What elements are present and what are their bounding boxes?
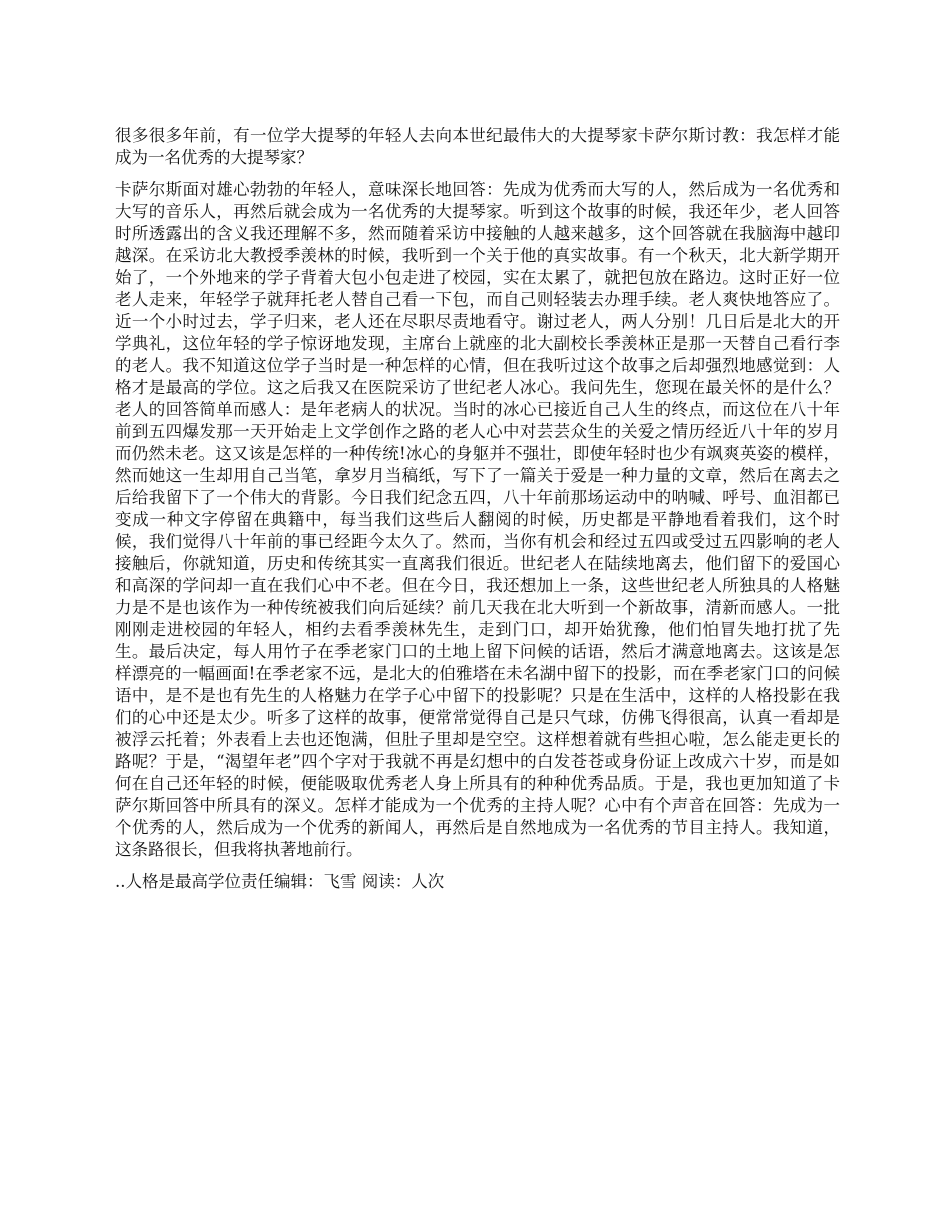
document-page xyxy=(115,125,840,893)
article-footer: ..人格是最高学位责任编辑：飞雪 阅读：人次 xyxy=(115,872,445,891)
paragraph-intro: 很多很多年前，有一位学大提琴的年轻人去向本世纪最伟大的大提琴家卡萨尔斯讨教：我怎样才能成为一名优秀的大提琴家？ xyxy=(115,126,840,167)
paragraph-body: 卡萨尔斯面对雄心勃勃的年轻人，意味深长地回答：先成为优秀而大写的人，然后成为一名优秀和大写的音乐人，再然后就会成为一名优秀的大提琴家。听到这个故事的时候，我还年少，老人回答时所透露出的含义我还理解不多，然而随着采访中接触的人越来越多，这个回答就在我脑海中越印越深。在采访北大教授季羡林的时候，我听到一个关于他的真实故事。有一个秋天，北大新学期开始了，一个外地来的学子背着大包小包走进了校园，实在太累了，就把包放在路边。这时正好一位老人走来，年轻学子就拜托老人替自己看一下包，而自己则轻装去办理手续。老人爽快地答应了。近一个小时过去，学子归来，老人还在尽职尽责地看守。谢过老人，两人分别！几日后是北大的开学典礼，这位年轻的学子惊讶地发现，主席台上就座的北大副校长季羡林正是那一天替自己看行李的老人。我不知道这位学子当时是一种怎样的心情，但在我听过这个故事之后却强烈地感觉到：人格才是最高的学位。这之后我又在医院采访了世纪老人冰心。我问先生，您现在最关怀的是什么？老人的回答简单而感人：是年老病人的状况。当时的冰心已接近自己人生的终点，而这位在八十年前到五四爆发那一天开始走上文学创作之路的老人心中对芸芸众生的关爱之情历经近八十年的岁月而仍然未老。这又该是怎样的一种传统!冰心的身躯并不强壮，即使年轻时也少有飒爽英姿的模样，然而她这一生却用自己当笔，拿岁月当稿纸，写下了一篇关于爱是一种力量的文章，然后在离去之后给我留下了一个伟大的背影。今日我们纪念五四，八十年前那场运动中的呐喊、呼号、血泪都已变成一种文字停留在典籍中，每当我们这些后人翻阅的时候，历史都是平静地看着我们，这个时候，我们觉得八十年前的事已经距今太久了。然而，当你有机会和经过五四或受过五四影响的老人接触后，你就知道，历史和传统其实一直离我们很近。世纪老人在陆续地离去，他们留下的爱国心和高深的学问却一直在我们心中不老。但在今日，我还想加上一条，这些世纪老人所独具的人格魅力是不是也该作为一种传统被我们向后延续？前几天我在北大听到一个新故事，清新而感人。一批刚刚走进校园的年轻人，相约去看季羡林先生，走到门口，却开始犹豫，他们怕冒失地打扰了先生。最后决定，每人用竹子在季老家门口的土地上留下问候的话语，然后才满意地离去。这该是怎样漂亮的一幅画面!在季老家不远，是北大的伯雅塔在未名湖中留下的投影，而在季老家门口的问候语中，是不是也有先生的人格魅力在学子心中留下的投影呢？只是在生活中，这样的人格投影在我们的心中还是太少。听多了这样的故事，便常常觉得自己是只气球，仿佛飞得很高，认真一看却是被浮云托着；外表看上去也还饱满，但肚子里却是空空。这样想着就有些担心啦，怎么能走更长的路呢？于是，“渴望年老”四个字对于我就不再是幻想中的白发苍苍或身份证上改成六十岁，而是如何在自己还年轻的时候，便能吸取优秀老人身上所具有的种种优秀品质。于是，我也更加知道了卡萨尔斯回答中所具有的深义。怎样才能成为一个优秀的主持人呢？心中有个声音在回答：先成为一个优秀的人，然后成为一个优秀的新闻人，再然后是自然地成为一名优秀的节目主持人。我知道，这条路很长，但我将执著地前行。 xyxy=(115,180,840,859)
